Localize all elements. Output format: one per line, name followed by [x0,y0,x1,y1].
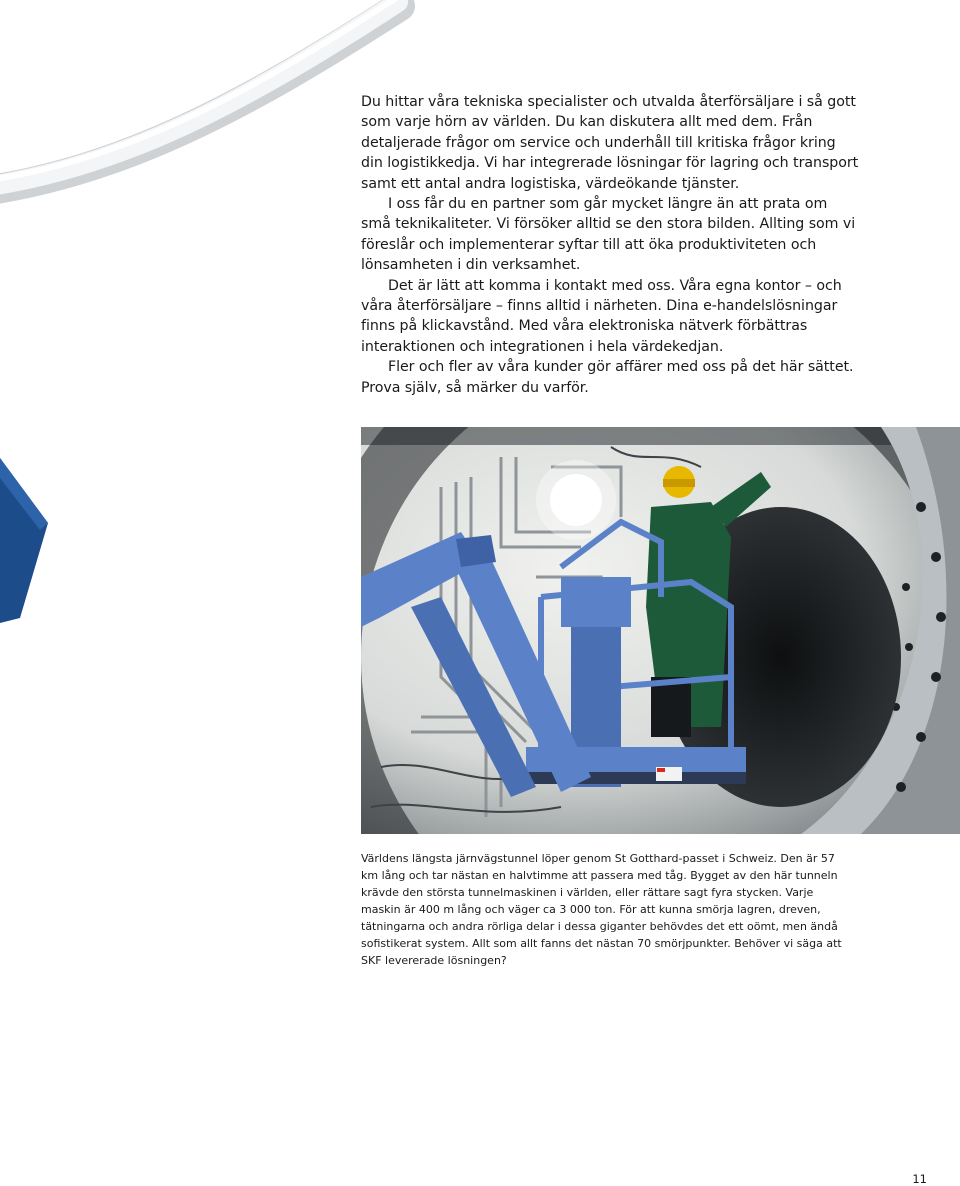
decorative-blue-shape [0,448,60,628]
paragraph-1: Du hittar våra tekniska specialister och utvalda återförsäljare i så gott som varje hörn av världen. Du kan diskutera allt med dem. Från detaljerade frågor om service och underhåll till kritiska frågor kring din logistikkedja. Vi har integrerade lösningar för lagring och transport samt ett antal andra logistiska, värdeökande tjänster. [361,94,859,192]
body-text [361,92,861,398]
paragraph-4: Fler och fler av våra kunder gör affärer med oss på det här sättet. Prova själv, så märker du varför. [361,359,854,396]
photo-caption [361,850,851,969]
decorative-cable-image [0,0,420,220]
caption-text: Världens längsta järnvägstunnel löper genom St Gotthard-passet i Schweiz. Den är 57 km lång och tar nästan en halvtimme att passera med tåg. Bygget av den här tunneln krävde den största tunnelmaskinen i världen, eller rättare sagt fyra stycken. Varje maskin är 400 m lång och väger ca 3 000 ton. För att kunna smörja lagren, dreven, tätningarna och andra rörliga delar i dessa giganter behövdes det ett oömt, men ändå sofistikerat system. Allt som allt fanns det nästan 70 smörjpunkter. Behöver vi säga att SKF levererade lösningen? [361,852,842,967]
tunnel-machine-photo [361,427,960,834]
paragraph-3: Det är lätt att komma i kontakt med oss. Våra egna kontor – och våra återförsäljare – finns alltid i närheten. Dina e-handelslösningar finns på klickavstånd. Med våra elektroniska nätverk förbättras interaktionen och integrationen i hela värdekedjan. [361,277,842,355]
paragraph-2: I oss får du en partner som går mycket längre än att prata om små teknikaliteter. Vi försöker alltid se den stora bilden. Allting som vi föreslår och implementerar syftar till att öka produktiviteten och lönsamheten i din verksamhet. [361,196,856,274]
page-number: 11 [912,1172,927,1186]
